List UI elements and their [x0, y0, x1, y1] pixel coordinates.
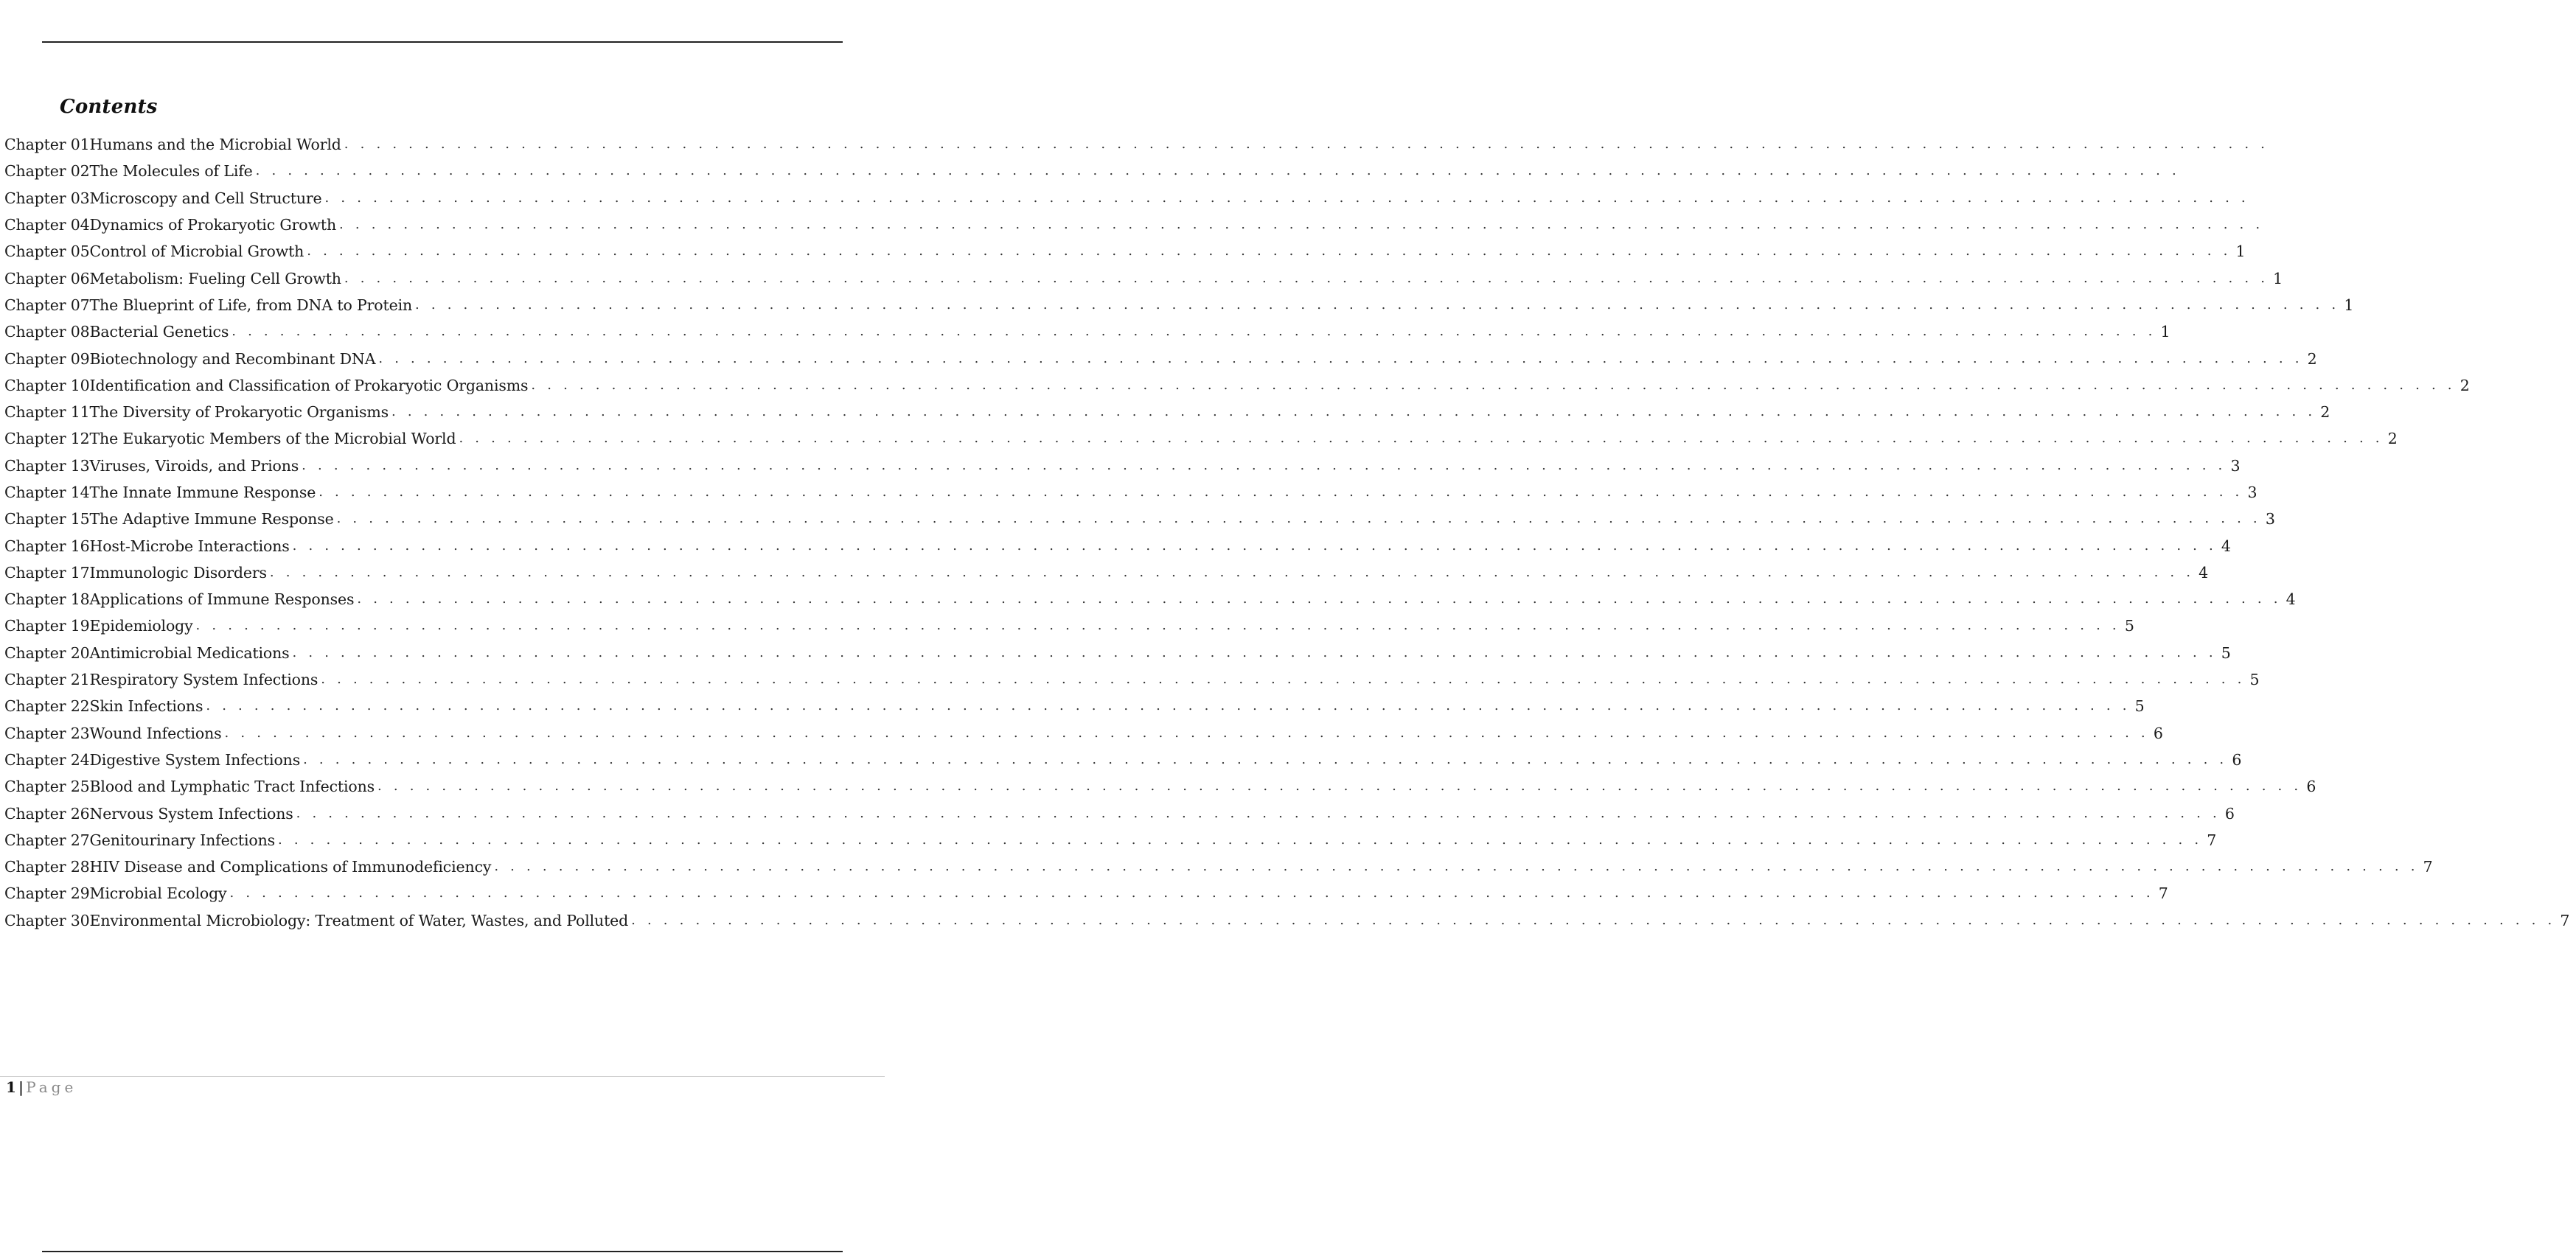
toc-entry[interactable] [4, 880, 2168, 907]
toc-entry-label: Chapter 28HIV Disease and Complications of Immunodeficiency [4, 858, 492, 876]
toc-entry[interactable] [4, 399, 2330, 425]
toc-entry-page: 1 [2344, 296, 2354, 314]
toc-entry-label: Chapter 26Nervous System Infections [4, 804, 293, 823]
toc-entry[interactable] [4, 773, 2316, 800]
table-of-contents [4, 131, 2570, 934]
footer-rule [0, 1076, 885, 1077]
dot-leader: . . . . . . . . . . . . . . . . . . . . . . . . . . . . . . . . . . . . . . . . . . . . . . . . . . . . . . . . . . . . . . . . . . . . . . . . . . . . . . . . . . . . . . . . . . . . . . . . . . . . . . . . . . . . . . . . . . . . . . . . [232, 324, 2156, 340]
toc-entry[interactable] [4, 479, 2258, 506]
toc-entry-page: 4 [2221, 537, 2231, 555]
toc-entry-page: 5 [2124, 617, 2134, 635]
toc-entry-label: Chapter 12The Eukaryotic Members of the Microbial World [4, 430, 456, 448]
toc-entry[interactable] [4, 854, 2433, 880]
toc-entry[interactable] [4, 907, 2570, 934]
toc-entry[interactable] [4, 800, 2235, 826]
toc-entry-page: 1 [2160, 323, 2171, 341]
dot-leader: . . . . . . . . . . . . . . . . . . . . . . . . . . . . . . . . . . . . . . . . . . . . . . . . . . . . . . . . . . . . . . . . . . . . . . . . . . . . . . . . . . . . . . . . . . . . . . . . . . . . . . . . . . . . . . . . . . . . . . . . [269, 564, 2195, 580]
dot-leader: . . . . . . . . . . . . . . . . . . . . . . . . . . . . . . . . . . . . . . . . . . . . . . . . . . . . . . . . . . . . . . . . . . . . . . . . . . . . . . . . . . . . . . . . . . . . . . . . . . . . . . . . . . . . . . . . . . . . . . . . [302, 457, 2227, 473]
dot-leader: . . . . . . . . . . . . . . . . . . . . . . . . . . . . . . . . . . . . . . . . . . . . . . . . . . . . . . . . . . . . . . . . . . . . . . . . . . . . . . . . . . . . . . . . . . . . . . . . . . . . . . . . . . . . . . . . . . . . . . . . [229, 885, 2154, 901]
toc-entry[interactable] [4, 292, 2354, 318]
dot-leader: . . . . . . . . . . . . . . . . . . . . . . . . . . . . . . . . . . . . . . . . . . . . . . . . . . . . . . . . . . . . . . . . . . . . . . . . . . . . . . . . . . . . . . . . . . . . . . . . . . . . . . . . . . . . . . . . . . . . . . . . [255, 163, 2180, 179]
toc-entry[interactable] [4, 612, 2134, 639]
toc-entry[interactable] [4, 666, 2260, 693]
toc-entry-label: Chapter 22Skin Infections [4, 697, 203, 716]
toc-entry-label: Chapter 14The Innate Immune Response [4, 484, 316, 501]
dot-leader: . . . . . . . . . . . . . . . . . . . . . . . . . . . . . . . . . . . . . . . . . . . . . . . . . . . . . . . . . . . . . . . . . . . . . . . . . . . . . . . . . . . . . . . . . . . . . . . . . . . . . . . . . . . . . . . . . . . . . . . . [377, 778, 2302, 795]
toc-entry-page: 4 [2286, 590, 2296, 609]
dot-leader: . . . . . . . . . . . . . . . . . . . . . . . . . . . . . . . . . . . . . . . . . . . . . . . . . . . . . . . . . . . . . . . . . . . . . . . . . . . . . . . . . . . . . . . . . . . . . . . . . . . . . . . . . . . . . . . . . . . . . . . . [318, 484, 2243, 500]
dot-leader: . . . . . . . . . . . . . . . . . . . . . . . . . . . . . . . . . . . . . . . . . . . . . . . . . . . . . . . . . . . . . . . . . . . . . . . . . . . . . . . . . . . . . . . . . . . . . . . . . . . . . . . . . . . . . . . . . . . . . . . . [278, 831, 2203, 848]
toc-entry[interactable] [4, 158, 2180, 184]
toc-entry-label: Chapter 16Host-Microbe Interactions [4, 537, 290, 555]
page-number: 1 [6, 1078, 16, 1096]
dot-leader: . . . . . . . . . . . . . . . . . . . . . . . . . . . . . . . . . . . . . . . . . . . . . . . . . . . . . . . . . . . . . . . . . . . . . . . . . . . . . . . . . . . . . . . . . . . . . . . . . . . . . . . . . . . . . . . . . . . . . . . . [296, 805, 2221, 821]
toc-entry[interactable] [4, 345, 2317, 371]
toc-entry-label: Chapter 11The Diversity of Prokaryotic Organisms [4, 403, 389, 422]
dot-leader: . . . . . . . . . . . . . . . . . . . . . . . . . . . . . . . . . . . . . . . . . . . . . . . . . . . . . . . . . . . . . . . . . . . . . . . . . . . . . . . . . . . . . . . . . . . . . . . . . . . . . . . . . . . . . . . . . . . . . . . . [415, 296, 2340, 313]
toc-entry-label: Chapter 07The Blueprint of Life, from DNA to Protein [4, 296, 413, 314]
toc-entry-page: 3 [2247, 484, 2258, 501]
toc-entry-label: Chapter 15The Adaptive Immune Response [4, 510, 334, 528]
dot-leader: . . . . . . . . . . . . . . . . . . . . . . . . . . . . . . . . . . . . . . . . . . . . . . . . . . . . . . . . . . . . . . . . . . . . . . . . . . . . . . . . . . . . . . . . . . . . . . . . . . . . . . . . . . . . . . . . . . . . . . . . [378, 350, 2303, 366]
dot-leader: . . . . . . . . . . . . . . . . . . . . . . . . . . . . . . . . . . . . . . . . . . . . . . . . . . . . . . . . . . . . . . . . . . . . . . . . . . . . . . . . . . . . . . . . . . . . . . . . . . . . . . . . . . . . . . . . . . . . . . . . [324, 189, 2249, 206]
toc-entry[interactable] [4, 506, 2275, 532]
toc-entry-label: Chapter 03Microscopy and Cell Structure [4, 189, 322, 207]
toc-entry-label: Chapter 02The Molecules of Life [4, 162, 253, 181]
toc-entry-page: 7 [2560, 911, 2570, 929]
page-footer [6, 1078, 77, 1097]
toc-entry-label: Chapter 06Metabolism: Fueling Cell Growth [4, 269, 341, 287]
toc-entry-label: Chapter 04Dynamics of Prokaryotic Growth [4, 216, 337, 234]
toc-entry-label: Chapter 08Bacterial Genetics [4, 323, 229, 341]
dot-leader: . . . . . . . . . . . . . . . . . . . . . . . . . . . . . . . . . . . . . . . . . . . . . . . . . . . . . . . . . . . . . . . . . . . . . . . . . . . . . . . . . . . . . . . . . . . . . . . . . . . . . . . . . . . . . . . . . . . . . . . . [531, 377, 2456, 393]
toc-entry[interactable] [4, 640, 2231, 666]
toc-entry-label: Chapter 18Applications of Immune Responses [4, 590, 355, 609]
toc-entry-label: Chapter 21Respiratory System Infections [4, 671, 318, 689]
contents-heading: Contents [60, 96, 158, 118]
toc-entry-page: 6 [2232, 750, 2242, 769]
dot-leader: . . . . . . . . . . . . . . . . . . . . . . . . . . . . . . . . . . . . . . . . . . . . . . . . . . . . . . . . . . . . . . . . . . . . . . . . . . . . . . . . . . . . . . . . . . . . . . . . . . . . . . . . . . . . . . . . . . . . . . . . [195, 618, 2120, 634]
toc-entry-page: 5 [2249, 671, 2260, 689]
header-rule [42, 41, 843, 43]
toc-entry-label: Chapter 17Immunologic Disorders [4, 563, 267, 582]
toc-entry-page: 7 [2158, 884, 2168, 903]
toc-entry-page: 7 [2207, 831, 2217, 849]
toc-entry[interactable] [4, 559, 2209, 586]
toc-entry-page: 2 [2460, 376, 2470, 394]
toc-entry-label: Chapter 19Epidemiology [4, 617, 193, 635]
toc-entry-page: 7 [2423, 858, 2433, 876]
bottom-rule [42, 1251, 843, 1252]
toc-entry-label: Chapter 20Antimicrobial Medications [4, 643, 290, 662]
dot-leader: . . . . . . . . . . . . . . . . . . . . . . . . . . . . . . . . . . . . . . . . . . . . . . . . . . . . . . . . . . . . . . . . . . . . . . . . . . . . . . . . . . . . . . . . . . . . . . . . . . . . . . . . . . . . . . . . . . . . . . . . [631, 912, 2556, 928]
toc-entry[interactable] [4, 318, 2171, 345]
toc-entry-page: 3 [2230, 456, 2241, 475]
toc-entry-page: 2 [2387, 430, 2398, 448]
dot-leader: . . . . . . . . . . . . . . . . . . . . . . . . . . . . . . . . . . . . . . . . . . . . . . . . . . . . . . . . . . . . . . . . . . . . . . . . . . . . . . . . . . . . . . . . . . . . . . . . . . . . . . . . . . . . . . . . . . . . . . . . [292, 537, 2217, 554]
toc-entry[interactable] [4, 693, 2145, 719]
toc-entry[interactable] [4, 185, 2249, 212]
toc-entry-page: 1 [2235, 242, 2246, 261]
toc-entry-label: Chapter 13Viruses, Viroids, and Prions [4, 456, 299, 475]
toc-entry[interactable] [4, 425, 2398, 452]
dot-leader: . . . . . . . . . . . . . . . . . . . . . . . . . . . . . . . . . . . . . . . . . . . . . . . . . . . . . . . . . . . . . . . . . . . . . . . . . . . . . . . . . . . . . . . . . . . . . . . . . . . . . . . . . . . . . . . . . . . . . . . . [307, 243, 2232, 259]
dot-leader: . . . . . . . . . . . . . . . . . . . . . . . . . . . . . . . . . . . . . . . . . . . . . . . . . . . . . . . . . . . . . . . . . . . . . . . . . . . . . . . . . . . . . . . . . . . . . . . . . . . . . . . . . . . . . . . . . . . . . . . . [292, 644, 2217, 660]
toc-entry[interactable] [4, 827, 2217, 854]
dot-leader: . . . . . . . . . . . . . . . . . . . . . . . . . . . . . . . . . . . . . . . . . . . . . . . . . . . . . . . . . . . . . . . . . . . . . . . . . . . . . . . . . . . . . . . . . . . . . . . . . . . . . . . . . . . . . . . . . . . . . . . . [494, 859, 2419, 875]
toc-entry[interactable] [4, 265, 2283, 291]
toc-entry[interactable] [4, 372, 2470, 399]
toc-entry-page: 6 [2224, 804, 2235, 823]
dot-leader: . . . . . . . . . . . . . . . . . . . . . . . . . . . . . . . . . . . . . . . . . . . . . . . . . . . . . . . . . . . . . . . . . . . . . . . . . . . . . . . . . . . . . . . . . . . . . . . . . . . . . . . . . . . . . . . . . . . . . . . . [224, 725, 2149, 741]
toc-entry-page: 1 [2273, 269, 2283, 287]
toc-entry[interactable] [4, 238, 2246, 265]
dot-leader: . . . . . . . . . . . . . . . . . . . . . . . . . . . . . . . . . . . . . . . . . . . . . . . . . . . . . . . . . . . . . . . . . . . . . . . . . . . . . . . . . . . . . . . . . . . . . . . . . . . . . . . . . . . . . . . . . . . . . . . . [339, 217, 2264, 233]
toc-entry-label: Chapter 30Environmental Microbiology: Treatment of Water, Wastes, and Polluted [4, 911, 629, 929]
dot-leader: . . . . . . . . . . . . . . . . . . . . . . . . . . . . . . . . . . . . . . . . . . . . . . . . . . . . . . . . . . . . . . . . . . . . . . . . . . . . . . . . . . . . . . . . . . . . . . . . . . . . . . . . . . . . . . . . . . . . . . . . [391, 404, 2316, 420]
toc-entry-page: 2 [2307, 349, 2317, 368]
dot-leader: . . . . . . . . . . . . . . . . . . . . . . . . . . . . . . . . . . . . . . . . . . . . . . . . . . . . . . . . . . . . . . . . . . . . . . . . . . . . . . . . . . . . . . . . . . . . . . . . . . . . . . . . . . . . . . . . . . . . . . . . [321, 671, 2246, 688]
toc-entry-label: Chapter 09Biotechnology and Recombinant DNA [4, 349, 376, 368]
dot-leader: . . . . . . . . . . . . . . . . . . . . . . . . . . . . . . . . . . . . . . . . . . . . . . . . . . . . . . . . . . . . . . . . . . . . . . . . . . . . . . . . . . . . . . . . . . . . . . . . . . . . . . . . . . . . . . . . . . . . . . . . [344, 270, 2269, 286]
toc-entry-label: Chapter 27Genitourinary Infections [4, 831, 275, 849]
toc-entry[interactable] [4, 586, 2296, 612]
toc-entry-label: Chapter 24Digestive System Infections [4, 750, 301, 769]
dot-leader: . . . . . . . . . . . . . . . . . . . . . . . . . . . . . . . . . . . . . . . . . . . . . . . . . . . . . . . . . . . . . . . . . . . . . . . . . . . . . . . . . . . . . . . . . . . . . . . . . . . . . . . . . . . . . . . . . . . . . . . . [336, 511, 2261, 527]
toc-entry-page: 5 [2134, 697, 2145, 716]
dot-leader: . . . . . . . . . . . . . . . . . . . . . . . . . . . . . . . . . . . . . . . . . . . . . . . . . . . . . . . . . . . . . . . . . . . . . . . . . . . . . . . . . . . . . . . . . . . . . . . . . . . . . . . . . . . . . . . . . . . . . . . . [303, 751, 2228, 767]
toc-entry-page: 2 [2320, 403, 2330, 422]
toc-entry[interactable] [4, 720, 2163, 747]
footer-separator: | [18, 1078, 24, 1096]
toc-entry-page: 6 [2306, 778, 2316, 796]
dot-leader: . . . . . . . . . . . . . . . . . . . . . . . . . . . . . . . . . . . . . . . . . . . . . . . . . . . . . . . . . . . . . . . . . . . . . . . . . . . . . . . . . . . . . . . . . . . . . . . . . . . . . . . . . . . . . . . . . . . . . . . . [357, 591, 2282, 607]
toc-entry-page: 5 [2221, 643, 2231, 662]
toc-entry[interactable] [4, 532, 2231, 559]
toc-entry-label: Chapter 23Wound Infections [4, 724, 222, 742]
toc-entry-label: Chapter 01Humans and the Microbial World [4, 136, 341, 154]
dot-leader: . . . . . . . . . . . . . . . . . . . . . . . . . . . . . . . . . . . . . . . . . . . . . . . . . . . . . . . . . . . . . . . . . . . . . . . . . . . . . . . . . . . . . . . . . . . . . . . . . . . . . . . . . . . . . . . . . . . . . . . . [206, 698, 2131, 714]
toc-entry-page: 6 [2153, 724, 2163, 742]
dot-leader: . . . . . . . . . . . . . . . . . . . . . . . . . . . . . . . . . . . . . . . . . . . . . . . . . . . . . . . . . . . . . . . . . . . . . . . . . . . . . . . . . . . . . . . . . . . . . . . . . . . . . . . . . . . . . . . . . . . . . . . . [459, 430, 2384, 447]
dot-leader: . . . . . . . . . . . . . . . . . . . . . . . . . . . . . . . . . . . . . . . . . . . . . . . . . . . . . . . . . . . . . . . . . . . . . . . . . . . . . . . . . . . . . . . . . . . . . . . . . . . . . . . . . . . . . . . . . . . . . . . . [344, 136, 2269, 153]
toc-entry-label: Chapter 25Blood and Lymphatic Tract Infections [4, 778, 375, 796]
toc-entry-page: 4 [2199, 563, 2209, 582]
toc-entry[interactable] [4, 747, 2242, 773]
toc-entry-label: Chapter 05Control of Microbial Growth [4, 242, 304, 261]
toc-entry-label: Chapter 29Microbial Ecology [4, 884, 227, 903]
toc-entry[interactable] [4, 131, 2269, 158]
toc-entry-page: 3 [2265, 510, 2275, 528]
toc-entry[interactable] [4, 453, 2241, 479]
toc-entry[interactable] [4, 212, 2264, 238]
page-word: Page [26, 1078, 77, 1096]
toc-entry-label: Chapter 10Identification and Classification of Prokaryotic Organisms [4, 376, 529, 394]
